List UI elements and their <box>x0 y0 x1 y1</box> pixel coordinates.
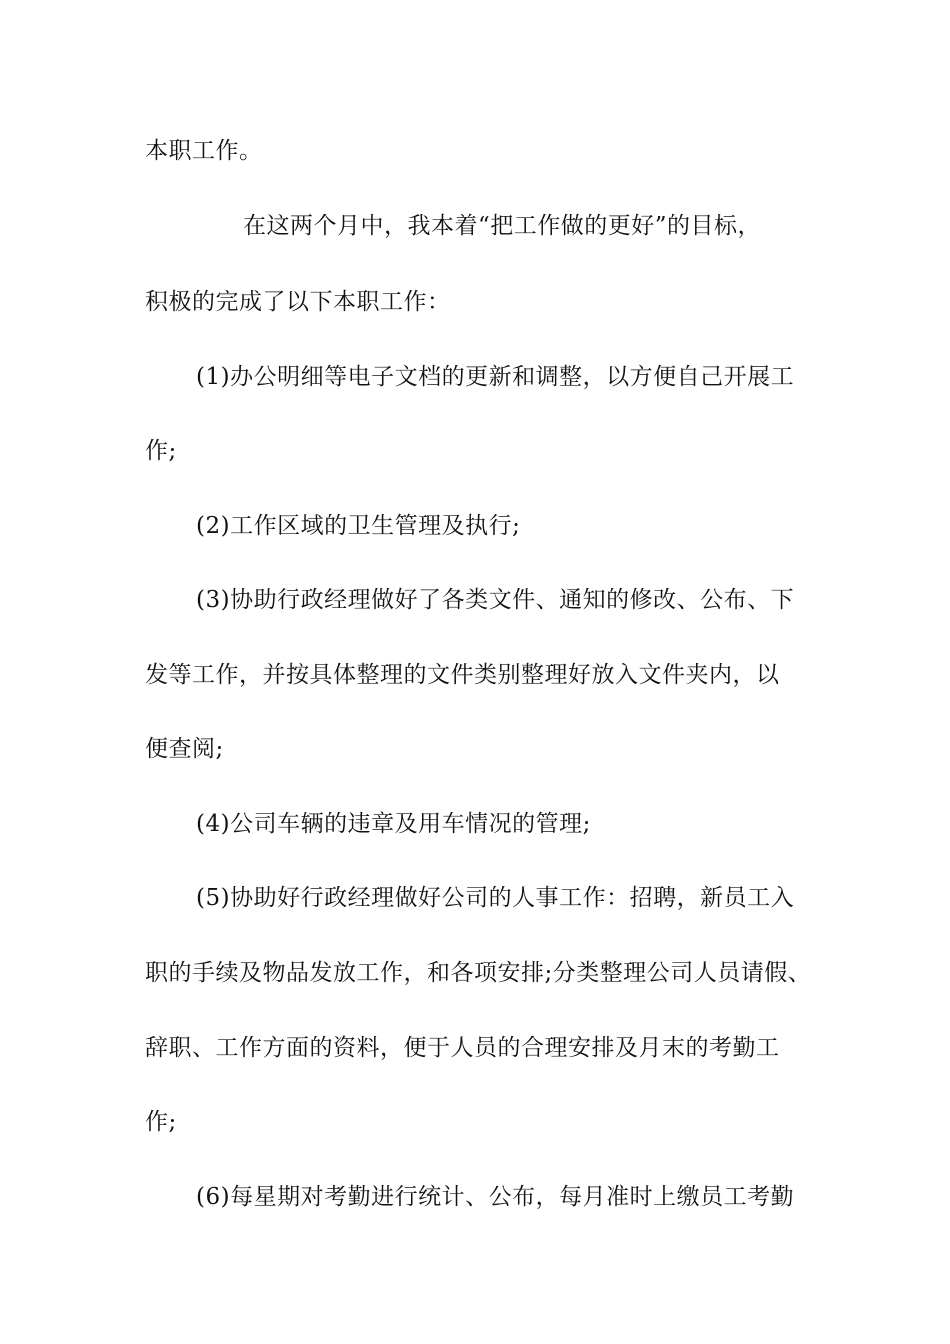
text-line-13: 辞职、工作方面的资料，便于人员的合理安排及月末的考勤工 <box>145 1035 780 1061</box>
text-line-15: (6)每星期对考勤进行统计、公布，每月准时上缴员工考勤 <box>196 1184 795 1210</box>
text-line-9: 便查阅; <box>145 736 224 762</box>
text-line-14: 作; <box>145 1109 177 1135</box>
text-line-6: (2)工作区域的卫生管理及执行; <box>196 513 521 539</box>
text-line-11: (5)协助好行政经理做好公司的人事工作：招聘，新员工入 <box>196 885 795 911</box>
text-line-1: 本职工作。 <box>145 138 263 164</box>
text-line-8: 发等工作，并按具体整理的文件类别整理好放入文件夹内，以 <box>145 662 780 688</box>
text-line-10: (4)公司车辆的违章及用车情况的管理; <box>196 811 591 837</box>
text-line-4: (1)办公明细等电子文档的更新和调整，以方便自己开展工 <box>196 364 795 390</box>
text-line-3: 积极的完成了以下本职工作： <box>145 289 451 315</box>
text-line-5: 作; <box>145 438 177 464</box>
text-line-2: 在这两个月中，我本着“把工作做的更好”的目标， <box>243 213 762 239</box>
text-line-12: 职的手续及物品发放工作，和各项安排;分类整理公司人员请假、 <box>145 960 812 986</box>
text-line-7: (3)协助行政经理做好了各类文件、通知的修改、公布、下 <box>196 587 795 613</box>
